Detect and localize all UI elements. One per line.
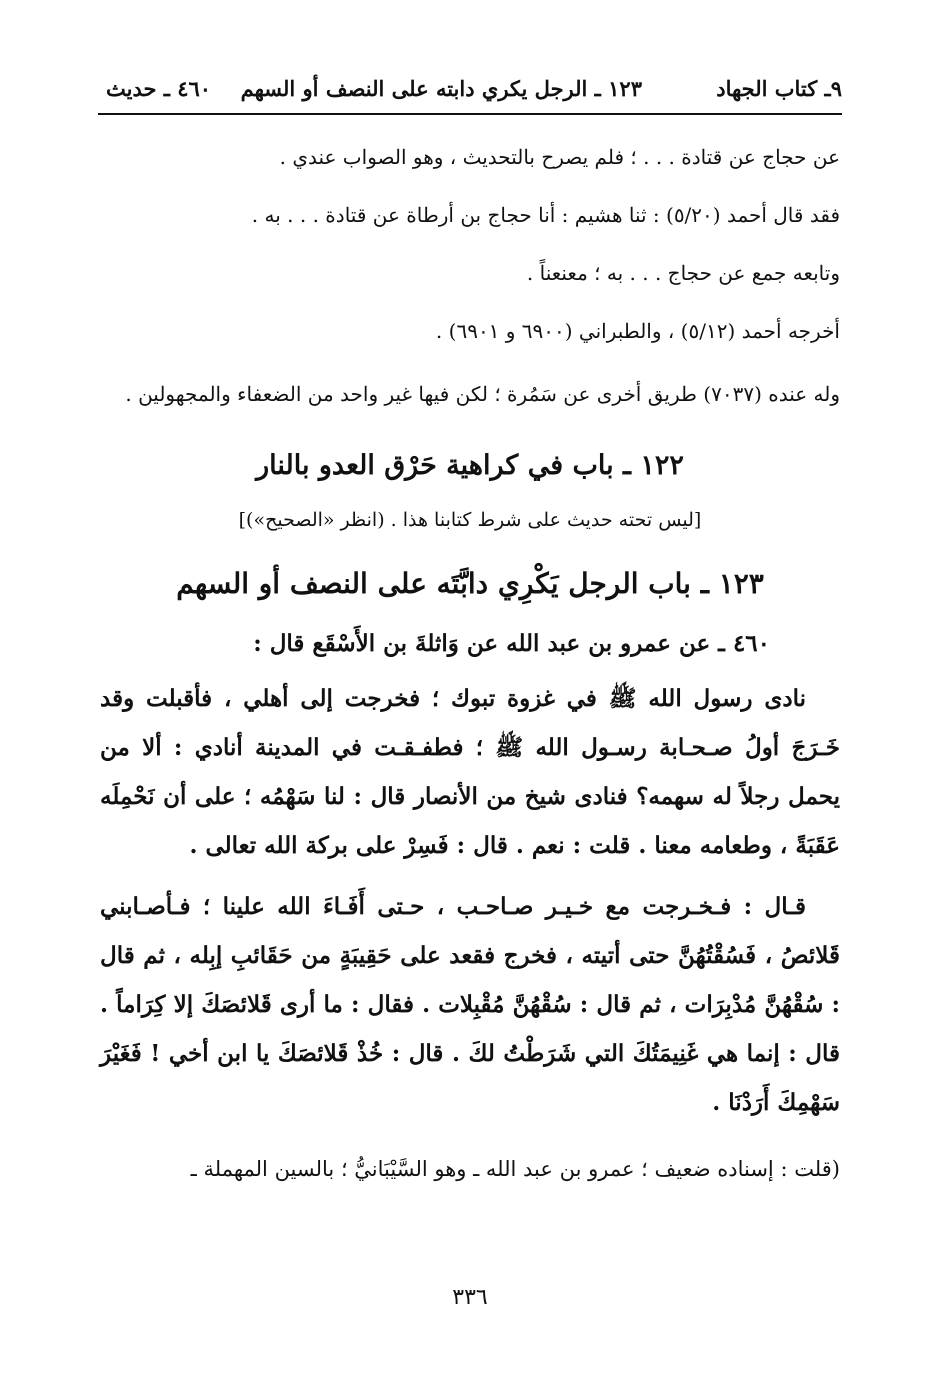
header-divider	[98, 113, 842, 115]
chapter-123-title: ١٢٣ ـ باب الرجل يَكْرِي دابَّتَه على النصف أو السهم	[176, 567, 764, 600]
editor-comment: (قلت : إسناده ضعيف ؛ عمرو بن عبد الله ـ وهو السَّيْبَانيُّ ؛ بالسين المهملة ـ	[190, 1157, 840, 1181]
hadith-paragraph-2	[100, 882, 840, 1127]
hadith-paragraph-1-text: نادى رسول الله ﷺ في غزوة تبوك ؛ فخرجت إلى أهلي ، فأقبلت وقد خَـرَجَ أولُ صـحـابة رسـول الله ﷺ ؛ فطفـقـت في المدينة أنادي : ألا من يحمل رجلاً له سهمه؟ فنادى شيخ من الأنصار قال : لنا سَهْمُه ؛ على أن نَحْمِلَه عَقَبَةً ، وطعامه معنا . قلت : نعم . قال : فَسِرْ على بركة الله تعالى .	[100, 685, 840, 859]
footnote-line: وتابعه جمع عن حجاج . . . به ؛ معنعناً .	[526, 261, 840, 285]
footnote-block	[100, 128, 840, 422]
chapter-122-note: [ليس تحته حديث على شرط كتابنا هذا . (انظر «الصحيح»)]	[238, 509, 702, 531]
footnote-line: عن حجاج عن قتادة . . . ؛ فلم يصرح بالتحديث ، وهو الصواب عندي .	[279, 145, 840, 169]
hadith-heading: ٤٦٠ ـ عن عمرو بن عبد الله عن وَاثلةَ بن الأَسْقَع قال :	[253, 630, 770, 657]
header-hadith-ref: ٤٦٠ ـ حديث	[106, 76, 212, 101]
header-chapter-title: ١٢٣ ـ الرجل يكري دابته على النصف أو السهم	[240, 76, 642, 101]
chapter-122-title: ١٢٢ ـ باب في كراهية حَرْق العدو بالنار	[256, 450, 684, 481]
header-book-title: ٩ـ كتاب الجهاد	[716, 76, 842, 101]
hadith-paragraph-2-text: قـال : فـخـرجت مع خـيـر صـاحـب ، حـتى أَفَـاءَ الله علينا ؛ فـأصـابني قَلائصُ ، فَسُقْتُهُنَّ حتى أتيته ، فخرج فقعد على حَقِيبَةٍ من حَقَائبِ إبِله ، ثم قال : سُقْهُنَّ مُدْبِرَات ، ثم قال : سُقْهُنَّ مُقْبِلات . فقال : ما أرى قَلائصَكَ إلا كِرَاماً . قال : إنما هي غَنِيمَتُكَ التي شَرَطْتُ لكَ . قال : خُذْ قَلائصَكَ يا ابن أخي ! فَغَيْرَ سَهْمِكَ أَرَدْنَا .	[100, 893, 840, 1116]
page-content	[100, 128, 840, 1189]
running-header	[98, 70, 842, 110]
hadith-paragraph-1	[100, 674, 840, 870]
page-number: ٣٣٦	[452, 1285, 488, 1310]
footnote-paragraph: وله عنده (٧٠٣٧) طريق أخرى عن سَمُرة ؛ لكن فيها غير واحد من الضعفاء والمجهولين .	[125, 382, 840, 406]
footnote-line: فقد قال أحمد (٥/٢٠) : ثنا هشيم : أنا حجاج بن أرطاة عن قتادة . . . به .	[251, 203, 840, 227]
footnote-line: أخرجه أحمد (٥/١٢) ، والطبراني (٦٩٠٠ و ٦٩٠١) .	[435, 319, 840, 343]
